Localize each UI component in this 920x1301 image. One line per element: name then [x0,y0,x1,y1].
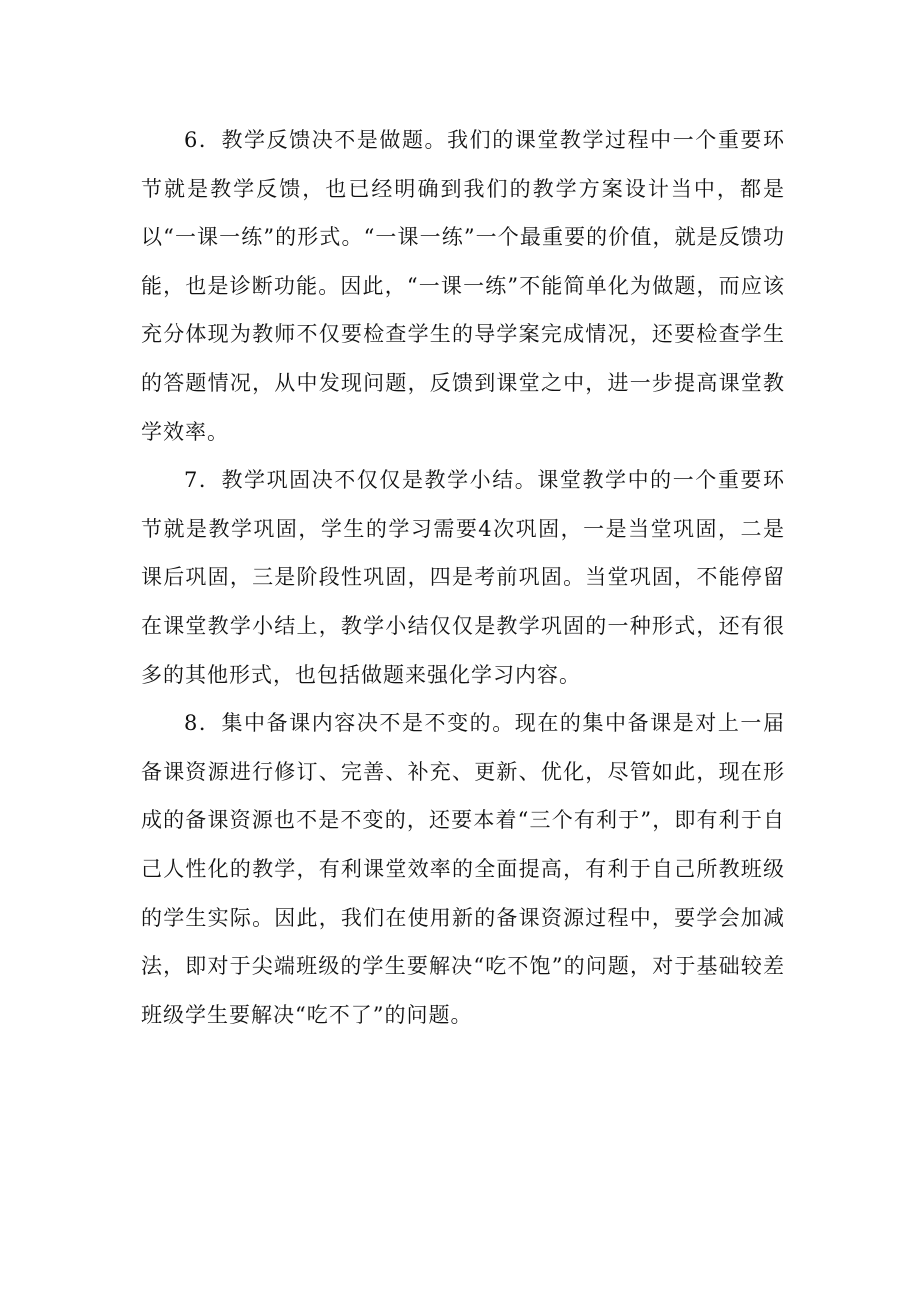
paragraph-6: 6．教学反馈决不是做题。我们的课堂教学过程中一个重要环节就是教学反馈，也已经明确到我们的教学方案设计当中，都是以“一课一练”的形式。“一课一练”一个最重要的价值，就是反馈功能，也是诊断功能。因此，“一课一练”不能简单化为做题，而应该充分体现为教师不仅要检查学生的导学案完成情况，还要检查学生的答题情况，从中发现问题，反馈到课堂之中，进一步提高课堂教学效率。 [141,128,785,444]
document-body [141,116,785,1039]
paragraph-7: 7．教学巩固决不仅仅是教学小结。课堂教学中的一个重要环节就是教学巩固，学生的学习需要4次巩固，一是当堂巩固，二是课后巩固，三是阶段性巩固，四是考前巩固。当堂巩固，不能停留在课堂教学小结上，教学小结仅仅是教学巩固的一种形式，还有很多的其他形式，也包括做题来强化学习内容。 [141,468,785,687]
paragraph-8: 8．集中备课内容决不是不变的。现在的集中备课是对上一届备课资源进行修订、完善、补充、更新、优化，尽管如此，现在形成的备课资源也不是不变的，还要本着“三个有利于”，即有利于自己人性化的教学，有利课堂效率的全面提高，有利于自己所教班级的学生实际。因此，我们在使用新的备课资源过程中，要学会加减法，即对于尖端班级的学生要解决“吃不饱”的问题，对于基础较差班级学生要解决“吃不了”的问题。 [141,711,785,1027]
